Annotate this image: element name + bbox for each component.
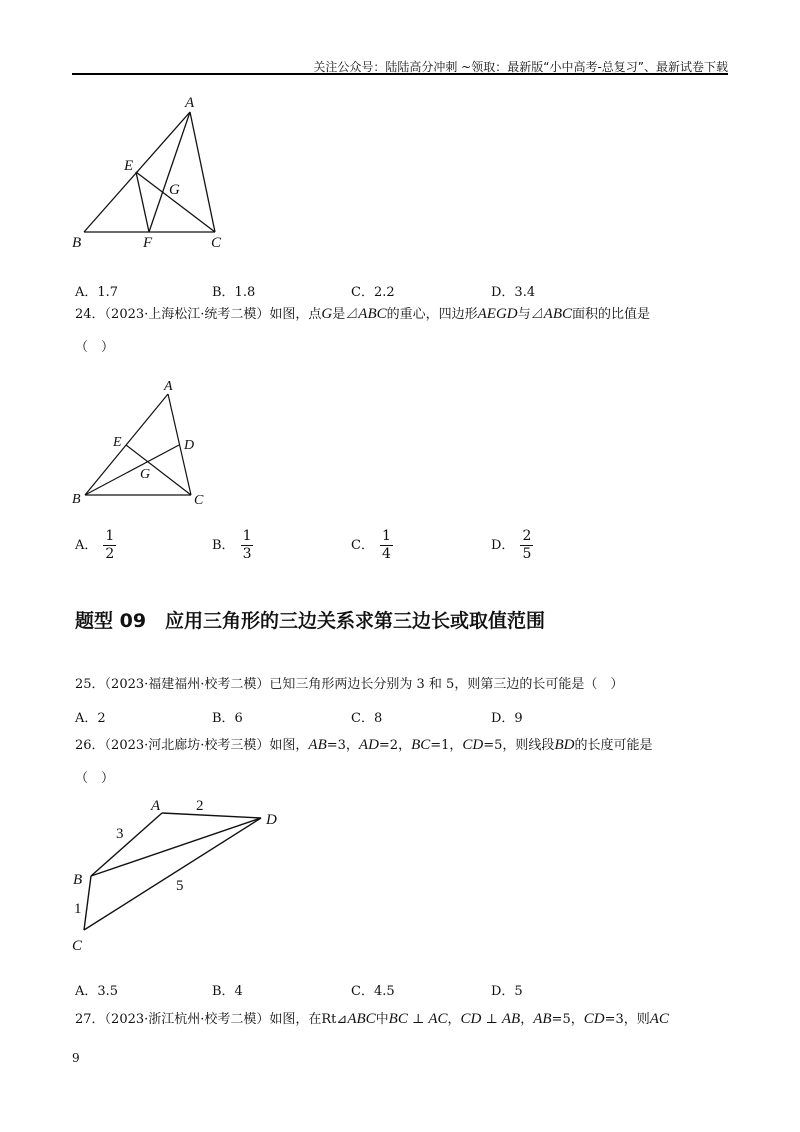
- question-26: 26．（2023·河北廊坊·校考三模）如图，AB=3，AD=2，BC=1，CD=5，则线段BD的长度可能是: [75, 737, 653, 753]
- question-27: 27．（2023·浙江杭州·校考二模）如图，在Rt⊿ABC中BC ⊥ AC，CD ⊥ AB，AB=5，CD=3，则AC: [75, 1011, 669, 1027]
- label-b: B: [72, 235, 82, 251]
- q23-option-a: A．1.7: [75, 285, 119, 300]
- label-g: G: [169, 182, 180, 198]
- q24-option-c: C． $\frac{1}{4}$: [351, 528, 391, 562]
- figure-q23: [68, 92, 238, 252]
- length-cd: 5: [176, 878, 184, 894]
- q25-option-a: A．2: [75, 711, 106, 726]
- q23-option-c: C．2.2: [351, 285, 395, 300]
- page-number: 9: [72, 1051, 80, 1065]
- question-26-paren: （ ）: [75, 771, 115, 786]
- label-c: C: [194, 493, 204, 508]
- figure-q24: [68, 374, 218, 514]
- seg-ab: [85, 394, 168, 495]
- label-d: D: [184, 438, 195, 453]
- seg-bc: [84, 876, 91, 930]
- header-rule: [72, 73, 728, 75]
- q25-option-d: D．9: [491, 711, 523, 726]
- label-b: B: [73, 872, 83, 888]
- label-a: A: [185, 95, 195, 111]
- q24-option-d: D． $\frac{2}{5}$: [491, 528, 532, 562]
- seg-bd: [85, 445, 179, 495]
- label-b: B: [72, 492, 81, 507]
- label-c: C: [211, 235, 222, 251]
- question-24-paren: （ ）: [75, 340, 115, 355]
- label-a: A: [151, 798, 161, 814]
- q24-option-b: B． $\frac{1}{3}$: [212, 528, 252, 562]
- seg-ac: [190, 112, 215, 232]
- q26-option-d: D．5: [491, 984, 523, 999]
- label-e: E: [113, 435, 122, 450]
- q23-option-b: B．1.8: [212, 285, 256, 300]
- seg-ba: [91, 813, 162, 876]
- length-ab: 3: [116, 826, 124, 842]
- seg-af: [149, 112, 190, 232]
- label-e: E: [124, 158, 134, 174]
- length-ad: 2: [196, 798, 204, 814]
- seg-ad: [162, 813, 261, 818]
- q24-option-a: A． $\frac{1}{2}$: [75, 528, 115, 562]
- page-header: 关注公众号：陆陆高分冲刺 ~领取：最新版“小中高考-总复习”、最新试卷下载: [313, 60, 728, 74]
- q26-option-b: B．4: [212, 984, 243, 999]
- label-g: G: [140, 467, 151, 482]
- q26-option-a: A．3.5: [75, 984, 119, 999]
- q25-option-c: C．8: [351, 711, 383, 726]
- figure-q26: [68, 792, 288, 962]
- seg-cd: [84, 818, 261, 930]
- q26-option-c: C．4.5: [351, 984, 395, 999]
- question-25: 25．（2023·福建福州·校考二模）已知三角形两边长分别为 3 和 5，则第三边的长可能是（ ）: [75, 677, 624, 692]
- length-bc: 1: [74, 901, 82, 917]
- label-d: D: [266, 812, 277, 828]
- seg-ec: [136, 172, 215, 232]
- label-a: A: [164, 379, 173, 394]
- q25-option-b: B．6: [212, 711, 243, 726]
- label-c: C: [72, 938, 83, 954]
- section-title: 题型 09 应用三角形的三边关系求第三边长或取值范围: [75, 610, 546, 632]
- label-f: F: [143, 235, 153, 251]
- question-24: 24．（2023·上海松江·统考二模）如图，点G是⊿ABC的重心，四边形AEGD与⊿ABC面积的比值是: [75, 306, 651, 322]
- q23-option-d: D．3.4: [491, 285, 536, 300]
